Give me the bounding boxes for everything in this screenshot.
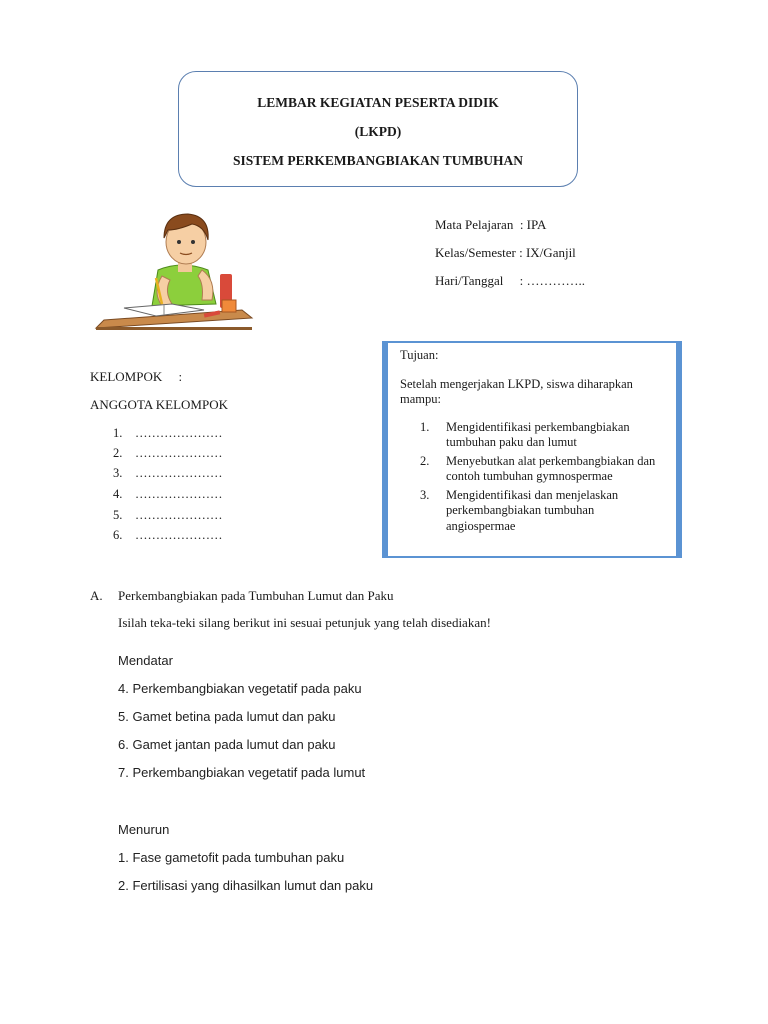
member-4 xyxy=(113,487,223,502)
anggota-label: ANGGOTA KELOMPOK xyxy=(90,397,228,412)
member-number: 3. xyxy=(113,466,123,480)
member-3 xyxy=(113,466,223,481)
goal-item xyxy=(400,454,665,485)
goal-text: Mengidentifikasi dan menjelaskan perkembangbiakan tumbuhan angiospermae xyxy=(446,487,619,533)
goal-number: 3. xyxy=(420,487,430,502)
goal-number: 2. xyxy=(420,453,430,468)
mendatar-item: 7. Perkembangbiakan vegetatif pada lumut xyxy=(118,765,366,780)
mendatar-item: 6. Gamet jantan pada lumut dan paku xyxy=(118,737,336,752)
menurun-heading: Menurun xyxy=(118,822,170,837)
member-number: 2. xyxy=(113,446,123,460)
section-a-title: Perkembangbiakan pada Tumbuhan Lumut dan Paku xyxy=(118,588,394,603)
student-studying-illustration xyxy=(92,208,257,333)
title-box xyxy=(178,71,578,187)
subject-row: Mata Pelajaran : IPA xyxy=(435,217,547,232)
member-6 xyxy=(113,528,223,543)
goal-text: Menyebutkan alat perkembangbiakan dan contoh tumbuhan gymnospermae xyxy=(446,453,656,483)
member-1 xyxy=(113,426,223,441)
menurun-item: 2. Fertilisasi yang dihasilkan lumut dan paku xyxy=(118,878,374,893)
date-row: Hari/Tanggal : ………….. xyxy=(435,273,586,288)
goal-item xyxy=(400,488,665,535)
member-blank: ………………… xyxy=(135,426,223,440)
goals-content xyxy=(400,348,665,537)
kelompok-label: KELOMPOK : xyxy=(90,369,183,384)
member-blank: ………………… xyxy=(135,487,223,501)
title-line-1: LEMBAR KEGIATAN PESERTA DIDIK xyxy=(257,95,499,110)
member-number: 5. xyxy=(113,508,123,522)
member-blank: ………………… xyxy=(135,508,223,522)
section-a-letter: A. xyxy=(90,588,103,603)
mendatar-item: 5. Gamet betina pada lumut dan paku xyxy=(118,709,336,724)
goals-list xyxy=(400,420,665,535)
member-2 xyxy=(113,446,223,461)
goal-item xyxy=(400,420,665,451)
goals-intro: Setelah mengerjakan LKPD, siswa diharapkan mampu: xyxy=(400,376,633,406)
menurun-item: 1. Fase gametofit pada tumbuhan paku xyxy=(118,850,345,865)
member-number: 1. xyxy=(113,426,123,440)
student-icon xyxy=(92,208,257,333)
title-line-3: SISTEM PERKEMBANGBIAKAN TUMBUHAN xyxy=(232,153,524,168)
member-blank: ………………… xyxy=(135,528,223,542)
member-number: 4. xyxy=(113,487,123,501)
mendatar-item: 4. Perkembangbiakan vegetatif pada paku xyxy=(118,681,362,696)
section-a-instruction: Isilah teka-teki silang berikut ini sesuai petunjuk yang telah disediakan! xyxy=(118,615,491,630)
class-row: Kelas/Semester : IX/Ganjil xyxy=(435,245,576,260)
goals-box xyxy=(382,341,682,558)
member-5 xyxy=(113,508,223,523)
member-blank: ………………… xyxy=(135,466,223,480)
member-blank: ………………… xyxy=(135,446,223,460)
goals-heading: Tujuan: xyxy=(400,348,439,362)
mendatar-heading: Mendatar xyxy=(118,653,173,668)
member-number: 6. xyxy=(113,528,123,542)
title-line-2: (LKPD) xyxy=(354,124,402,139)
goal-number: 1. xyxy=(420,419,430,434)
goal-text: Mengidentifikasi perkembangbiakan tumbuhan paku dan lumut xyxy=(446,419,630,449)
